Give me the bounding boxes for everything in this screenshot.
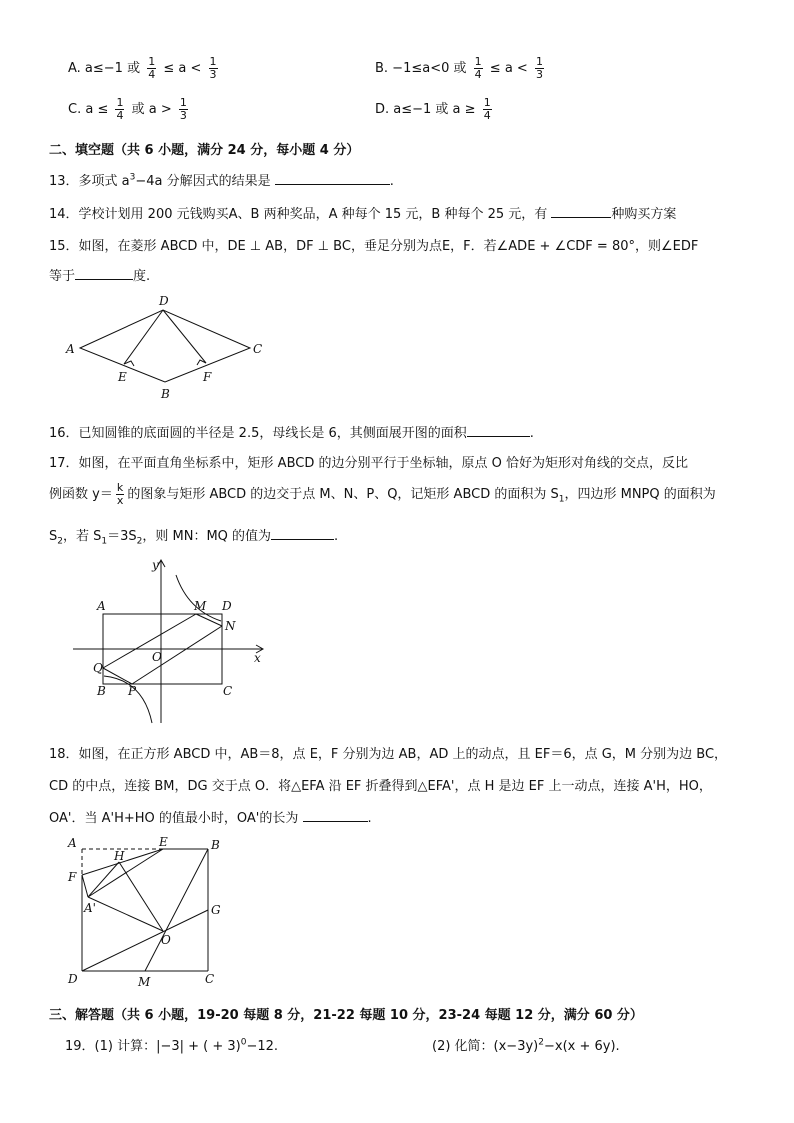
figure-17-coordinate xyxy=(68,555,278,725)
label-e: E xyxy=(159,835,168,849)
label-c: C xyxy=(205,972,215,986)
question-18-line3: OA'．当 A'H+HO 的值最小时，OA'的长为 . xyxy=(49,811,372,826)
question-15-line1: 15．如图，在菱形 ABCD 中，DE ⊥ AB，DF ⊥ BC，垂足分别为点E，F．若∠ADE + ∠CDF = 80°，则∠EDF xyxy=(49,239,699,254)
figure-18-square xyxy=(62,835,232,990)
label-d: D xyxy=(222,599,232,613)
option-b: B. −1≤a<0 或 $\frac{1}{4}$ ≤ a < $\frac{1}{3}$ xyxy=(375,55,543,81)
label-h: H xyxy=(114,849,125,863)
label-a: A xyxy=(68,836,77,850)
question-16: 16．已知圆锥的底面圆的半径是 2.5，母线长是 6，其侧面展开图的面积 . xyxy=(49,426,534,441)
segment-df xyxy=(163,310,206,363)
segment-bm xyxy=(145,849,208,971)
answer-blank[interactable] xyxy=(75,267,133,280)
answer-blank[interactable] xyxy=(275,172,390,185)
section-3-title: 三、解答题（共 6 小题，19-20 每题 8 分，21-22 每题 10 分，23-24 每题 12 分，满分 60 分） xyxy=(49,1008,643,1023)
figure-15-rhombus xyxy=(60,292,280,402)
question-19-part1: 19．(1) 计算：|−3| + ( + 3)$^0$−12. xyxy=(65,1037,279,1054)
question-18-line1: 18．如图，在正方形 ABCD 中，AB＝8，点 E，F 分别为边 AB，AD 上的动点，且 EF＝6，点 G，M 分别为边 BC， xyxy=(49,747,728,762)
label-b: B xyxy=(161,387,170,401)
question-18-line2: CD 的中点，连接 BM，DG 交于点 O．将△EFA 沿 EF 折叠得到△EFA'，点 H 是边 EF 上一动点，连接 A'H，HO， xyxy=(49,779,712,794)
label-g: G xyxy=(211,903,221,917)
segment-np xyxy=(132,626,222,684)
rhombus-outline xyxy=(80,310,250,382)
question-19-part2: (2) 化简：$(x-3y)^2-x(x + 6y)$. xyxy=(432,1037,620,1054)
option-c: C. a ≤ $\frac{1}{4}$ 或 a > $\frac{1}{3}$ xyxy=(68,96,187,122)
answer-blank[interactable] xyxy=(303,809,368,822)
label-a: A xyxy=(97,599,106,613)
segment-a1h xyxy=(88,862,119,897)
label-x: x xyxy=(254,651,261,665)
label-d: D xyxy=(159,294,169,308)
question-17-line2: 例函数 y＝ $\frac{k}{x}$ 的图象与矩形 ABCD 的边交于点 M、N、P、Q，记矩形 ABCD 的面积为 $S_1$，四边形 MNPQ 的面积为 xyxy=(49,481,716,507)
segment-de xyxy=(124,310,163,364)
answer-blank[interactable] xyxy=(271,527,334,540)
label-a: A xyxy=(66,342,75,356)
label-b: B xyxy=(97,684,106,698)
answer-blank[interactable] xyxy=(551,205,611,218)
label-o: O xyxy=(152,650,162,664)
question-17-line1: 17．如图，在平面直角坐标系中，矩形 ABCD 的边分别平行于坐标轴，原点 O 恰好为矩形对角线的交点，反比 xyxy=(49,456,688,471)
question-17-line3: $S_2$，若 $S_1=3S_2$，则 MN：MQ 的值为 . xyxy=(49,529,339,547)
label-m: M xyxy=(194,599,207,613)
section-2-title: 二、填空题（共 6 小题，满分 24 分，每小题 4 分） xyxy=(49,143,360,158)
label-c: C xyxy=(223,684,233,698)
segment-qm xyxy=(103,614,196,668)
label-c: C xyxy=(253,342,263,356)
question-14: 14．学校计划用 200 元钱购买A、B 两种奖品，A 种每个 15 元，B 种每个 25 元，有 种购买方案 xyxy=(49,207,677,222)
label-y: y xyxy=(152,558,159,572)
label-m: M xyxy=(138,975,151,989)
label-f: F xyxy=(68,870,77,884)
label-f: F xyxy=(203,370,212,384)
label-o: O xyxy=(161,933,171,947)
question-15-line2: 等于 度. xyxy=(49,269,151,284)
label-p: P xyxy=(128,684,137,698)
segment-fa1 xyxy=(82,875,88,897)
label-n: N xyxy=(225,619,236,633)
label-d: D xyxy=(68,972,78,986)
answer-blank[interactable] xyxy=(467,424,530,437)
label-a-prime: A' xyxy=(84,901,96,915)
segment-dg xyxy=(82,910,208,971)
option-d: D. a≤−1 或 a ≥ $\frac{1}{4}$ xyxy=(375,96,491,122)
label-q: Q xyxy=(93,661,103,675)
label-e: E xyxy=(118,370,127,384)
option-a: A. a≤−1 或 $\frac{1}{4}$ ≤ a < $\frac{1}{3}$ xyxy=(68,55,217,81)
label-b: B xyxy=(211,838,220,852)
question-13: 13．多项式 $a^3-4a$ 分解因式的结果是 . xyxy=(49,172,394,189)
